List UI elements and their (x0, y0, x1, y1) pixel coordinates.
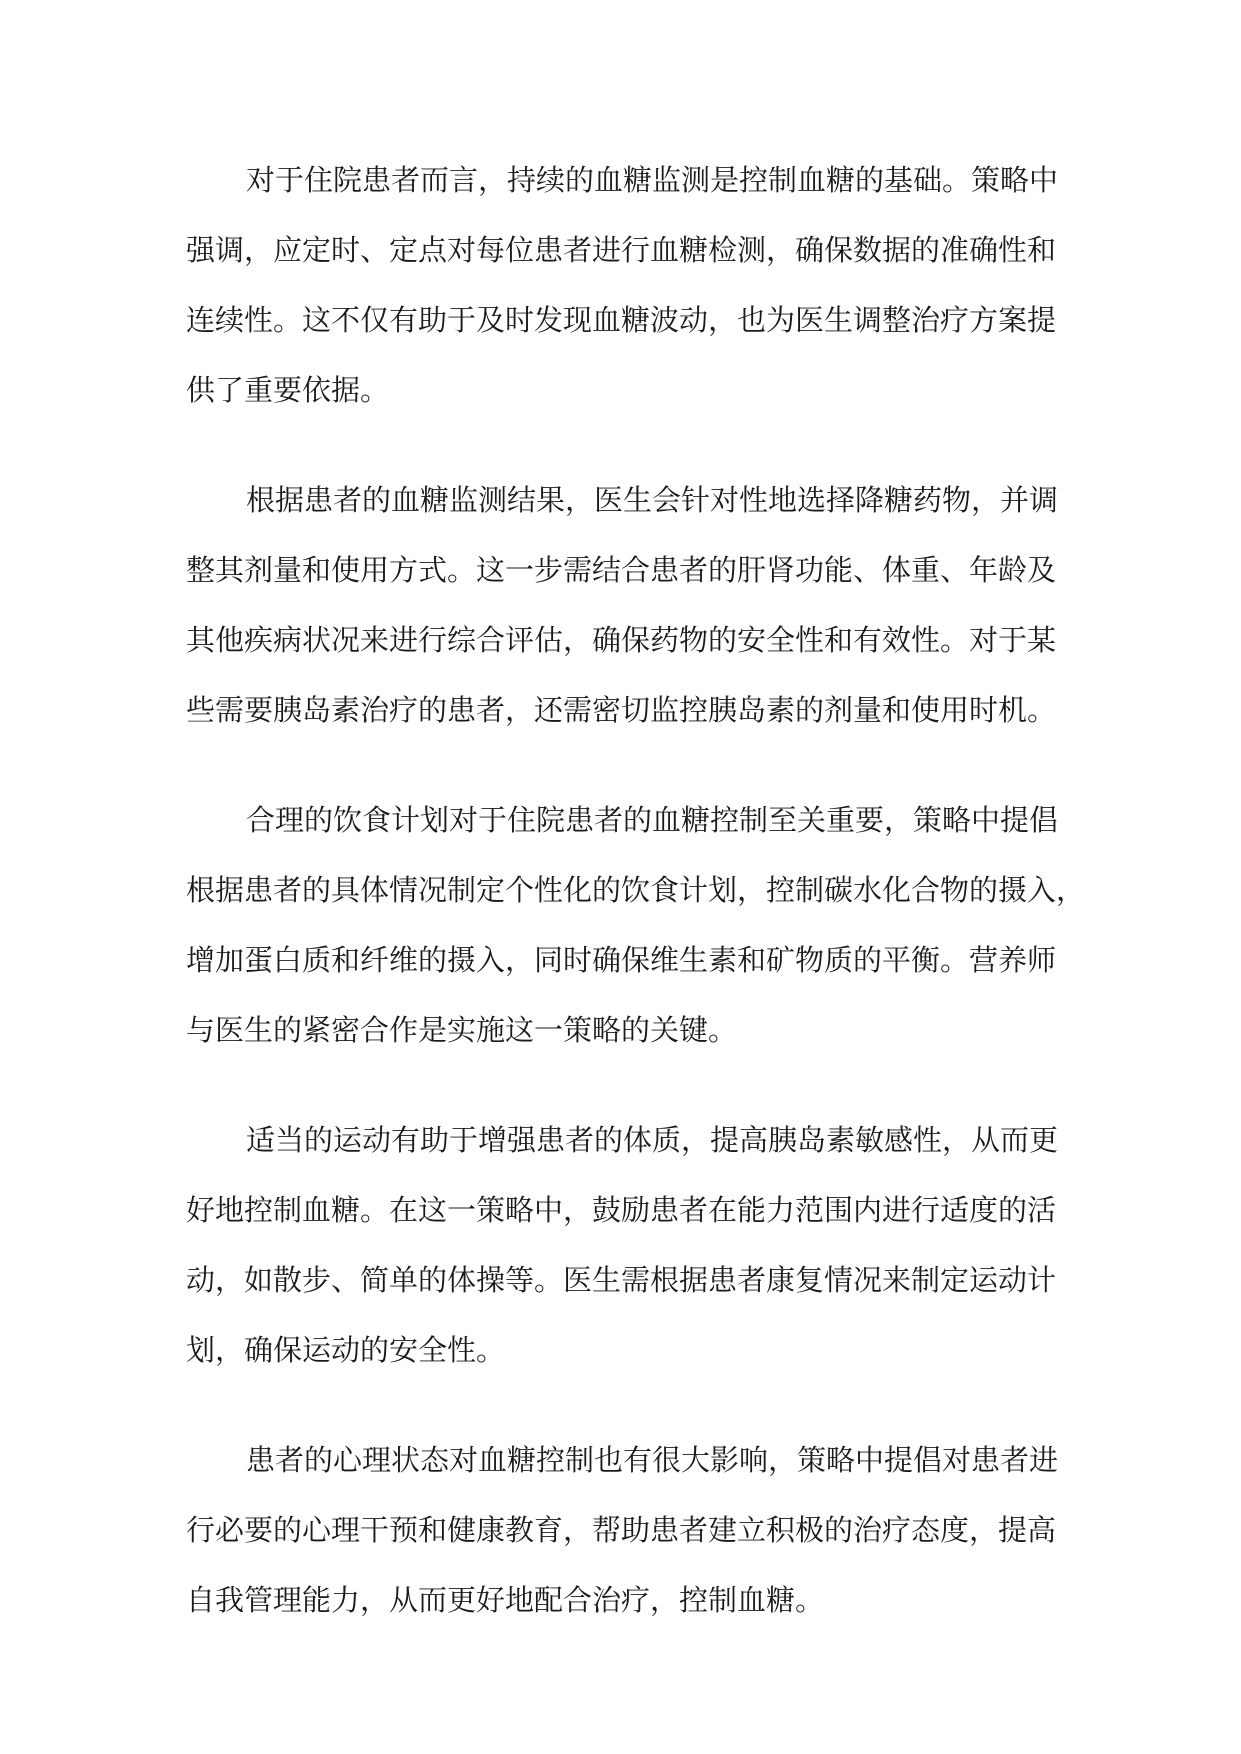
paragraph-line: 供了重要依据。 (186, 373, 390, 407)
paragraph-line: 整其剂量和使用方式。这一步需结合患者的肝肾功能、体重、年龄及 (186, 553, 1057, 587)
paragraph-line: 其他疾病状况来进行综合评估，确保药物的安全性和有效性。对于某 (186, 623, 1057, 657)
paragraph-line: 好地控制血糖。在这一策略中，鼓励患者在能力范围内进行适度的活 (186, 1193, 1057, 1227)
paragraph-line: 患者的心理状态对血糖控制也有很大影响，策略中提倡对患者进 (246, 1443, 1059, 1477)
paragraph-line: 些需要胰岛素治疗的患者，还需密切监控胰岛素的剂量和使用时机。 (186, 693, 1057, 727)
document-body (186, 145, 1086, 1675)
paragraph-line: 划，确保运动的安全性。 (186, 1333, 506, 1367)
paragraph-line: 合理的饮食计划对于住院患者的血糖控制至关重要，策略中提倡 (246, 803, 1059, 837)
paragraph-exercise (186, 1105, 1066, 1385)
paragraph-line: 适当的运动有助于增强患者的体质，提高胰岛素敏感性，从而更 (246, 1123, 1059, 1157)
paragraph-line: 行必要的心理干预和健康教育，帮助患者建立积极的治疗态度，提高 (186, 1513, 1057, 1547)
paragraph-line: 与医生的紧密合作是实施这一策略的关键。 (186, 1013, 738, 1047)
paragraph-line: 对于住院患者而言，持续的血糖监测是控制血糖的基础。策略中 (246, 163, 1059, 197)
paragraph-line: 连续性。这不仅有助于及时发现血糖波动，也为医生调整治疗方案提 (186, 303, 1057, 337)
paragraph-line: 根据患者的血糖监测结果，医生会针对性地选择降糖药物，并调 (246, 483, 1059, 517)
paragraph-medication-adjustment (186, 465, 1066, 745)
paragraph-blood-glucose-monitoring (186, 145, 1066, 425)
paragraph-line: 动，如散步、简单的体操等。医生需根据患者康复情况来制定运动计 (186, 1263, 1057, 1297)
paragraph-line: 增加蛋白质和纤维的摄入，同时确保维生素和矿物质的平衡。营养师 (186, 943, 1057, 977)
paragraph-diet-plan (186, 785, 1086, 1065)
paragraph-psychological-care (186, 1425, 1066, 1635)
paragraph-line: 自我管理能力，从而更好地配合治疗，控制血糖。 (186, 1583, 825, 1617)
paragraph-line: 根据患者的具体情况制定个性化的饮食计划，控制碳水化合物的摄入， (186, 873, 1086, 907)
paragraph-line: 强调，应定时、定点对每位患者进行血糖检测，确保数据的准确性和 (186, 233, 1057, 267)
